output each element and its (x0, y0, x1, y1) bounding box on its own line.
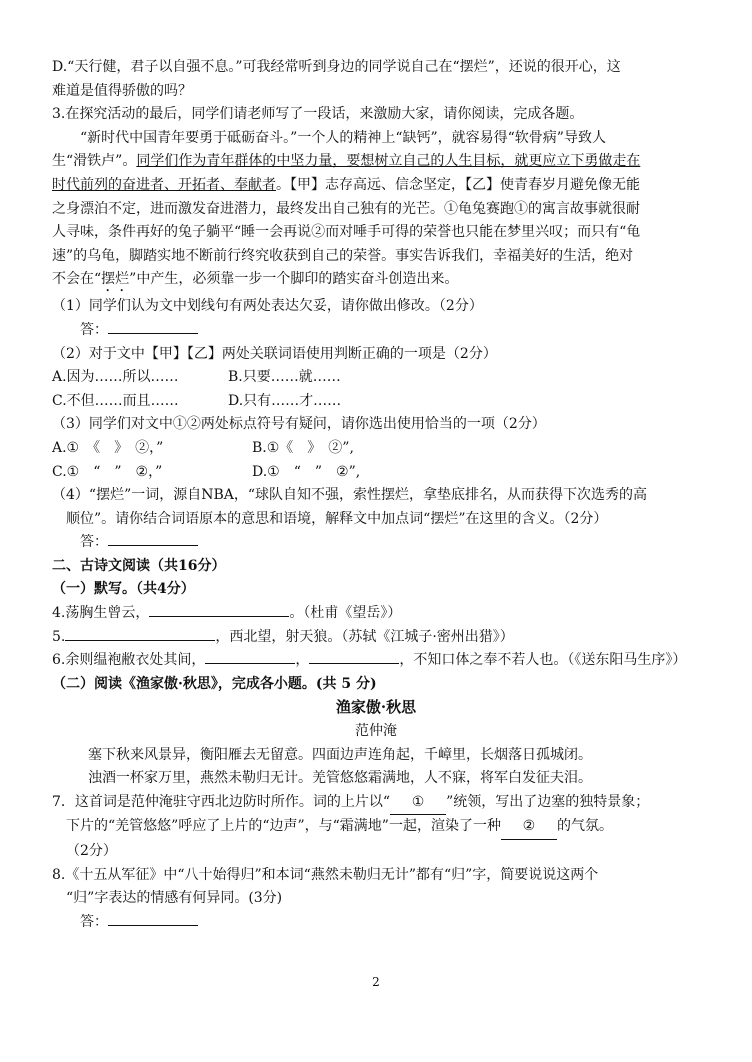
q3-sub1: （1）同学们认为文中划线句有两处表达欠妥，请你做出修改。（2分） (52, 298, 483, 315)
q7-text: 7．这首词是范仲淹驻守西北边防时所作。词的上片以“ (52, 793, 391, 810)
q3-passage-line7 (52, 268, 700, 295)
subsection-heading: （二）阅读《渔家傲·秋思》，完成各小题。(共 5 分) (52, 675, 377, 692)
q2-option-d-line1: D.“天行健，君子以自强不息。”可我经常听到身边的同学说自己在“摆烂”，还说的很开心，这 (52, 59, 621, 75)
option-a[interactable]: A.① 《 》 ②，” (52, 439, 164, 456)
q3-sub2-options-row1 (52, 366, 700, 390)
passage-text: 。【甲】志存高远、信念坚定，【乙】使青春岁月避免像无能 (276, 176, 640, 193)
q6-source: ，不知口体之奉不若人也。（《送东阳马生序》） (399, 652, 687, 669)
q3-sub4-line2: 顺位”。请你结合词语原本的意思和语境，解释文中加点词“摆烂”在这里的含义。（2分） (66, 510, 608, 527)
poem-line-1: 塞下秋来风景异，衡阳雁去无留意。四面边声连角起，千嶂里，长烟落日孤城闭。 (88, 746, 592, 763)
q2-option-d-line2: 难道是值得骄傲的吗？ (52, 82, 192, 99)
option-c[interactable]: C.不但……而且…… (52, 392, 179, 409)
q3-sub2: （2）对于文中【甲】【乙】两处关联词语使用判断正确的一项是（2分） (52, 345, 497, 362)
q3-sub4-answer (52, 531, 700, 555)
q6-blank-1[interactable] (205, 649, 295, 664)
answer-label: 答： (80, 913, 108, 930)
q8-answer (52, 911, 700, 935)
q8-line2: “归”字表达的情感有何异同。(3分) (66, 890, 283, 907)
answer-blank[interactable] (108, 319, 198, 334)
q3-passage-line5: 人寻味，条件再好的兔子躺平“睡一会再说②而对唾手可得的荣誉也只能在梦里兴叹；而只有“龟 (52, 224, 641, 241)
q3-sub3-options-row2 (52, 461, 700, 485)
q5-source: ，西北望，射天狼。（苏轼《江城子·密州出猎》） (215, 628, 514, 645)
option-a[interactable]: A.因为……所以…… (52, 369, 179, 386)
passage-text: ”中产生，必须靠一步一个脚印的踏实奋斗创造出来。 (129, 271, 459, 288)
q7-blank-2[interactable]: ② (501, 815, 557, 840)
q7-text: 的气氛。 (556, 818, 613, 835)
option-d[interactable]: D.只有……才…… (228, 392, 342, 409)
q6-blank-2[interactable] (309, 649, 399, 664)
q6 (52, 649, 700, 673)
q6-text: 6.余则缊袍敝衣处其间， (52, 652, 206, 669)
dotted-word: 摆烂 (101, 271, 130, 288)
q7-text: ”统领，写出了边塞的独特景象； (446, 793, 650, 810)
answer-label: 答： (80, 534, 108, 551)
passage-text: 生“滑铁卢”。 (52, 153, 137, 170)
q4-blank[interactable] (149, 602, 289, 617)
q3-passage-line1: “新时代中国青年要勇于砥砺奋斗。”一个人的精神上“缺钙”，就容易得“软骨病”导致人 (80, 129, 606, 146)
q3-passage-line3 (52, 174, 700, 198)
poem-line-2: 浊酒一杯家万里，燕然未勒归无计。羌管悠悠霜满地，人不寐，将军白发征夫泪。 (88, 770, 592, 787)
q5-blank[interactable] (65, 626, 215, 641)
q3-sub2-options-row2 (52, 390, 700, 414)
option-c[interactable]: C.① “ ” ②，” (52, 463, 163, 480)
q3-passage-line6: 速”的乌龟，脚踏实地不断前行终究收获到自己的荣誉。事实告诉我们，幸福美好的生活，绝对 (52, 247, 634, 264)
q8-line1: 8.《十五从军征》中“八十始得归”和本词“燕然未勒归无计”都有“归”字，简要说说这两个 (52, 866, 599, 883)
option-d[interactable]: D.① “ ” ②”, (252, 463, 361, 480)
answer-label: 答： (80, 321, 108, 338)
q3-sub3-options-row1 (52, 437, 700, 461)
q4-text: 4.荡胸生曾云， (52, 605, 150, 622)
section-heading: 二、古诗文阅读（共16分） (52, 557, 226, 574)
q7-blank-1[interactable]: ① (390, 791, 446, 816)
q7-score: （2分） (66, 843, 117, 859)
q3-intro: 3.在探究活动的最后，同学们请老师写了一段话，来激励大家，请你阅读，完成各题。 (52, 106, 584, 123)
q7-text: 下片的“羌管悠悠”呼应了上片的“边声”，与“霜满地”一起，渲染了一种 (66, 818, 501, 835)
q5-number: 5. (52, 628, 66, 645)
q3-sub4-line1: （4）“摆烂”一词，源自NBA，“球队自知不强，索性摆烂，拿垫底排名，从而获得下次选秀的高 (52, 487, 648, 504)
q3-sub3: （3）同学们对文中①②两处标点符号有疑问，请你选出使用恰当的一项（2分） (52, 416, 546, 433)
poem-title: 渔家傲·秋思 (335, 698, 417, 717)
q3-passage-line4: 之身漂泊不定，进而激发奋进潜力，最终发出自己独有的光芒。①龟兔赛跑①的寓言故事就很耐 (52, 200, 640, 217)
option-b[interactable]: B.①《 》 ②”, (252, 439, 354, 456)
q3-sub1-answer (52, 319, 700, 343)
underlined-sentence-end: 时代前列的奋进者、开拓者、奉献者 (52, 176, 276, 193)
q7-line2 (52, 815, 700, 840)
page-number: 2 (372, 975, 380, 989)
answer-blank[interactable] (108, 531, 198, 546)
q4-source: 。（杜甫《望岳》） (289, 605, 402, 622)
answer-blank[interactable] (108, 911, 198, 926)
underlined-sentence: 同学们作为青年群体的中坚力量，要想树立自己的人生目标，就更应立下勇做走在 (136, 153, 641, 170)
passage-text: 不会在“ (52, 271, 102, 288)
option-b[interactable]: B.只要……就…… (228, 369, 341, 386)
q4 (52, 602, 700, 626)
poem-author: 范仲淹 (355, 723, 397, 740)
q3-passage-line2 (52, 150, 700, 174)
q5 (52, 626, 700, 650)
q7-line1 (52, 791, 700, 816)
subsection-heading: （一）默写。（共4分） (52, 581, 195, 598)
q6-comma: ， (295, 652, 310, 669)
